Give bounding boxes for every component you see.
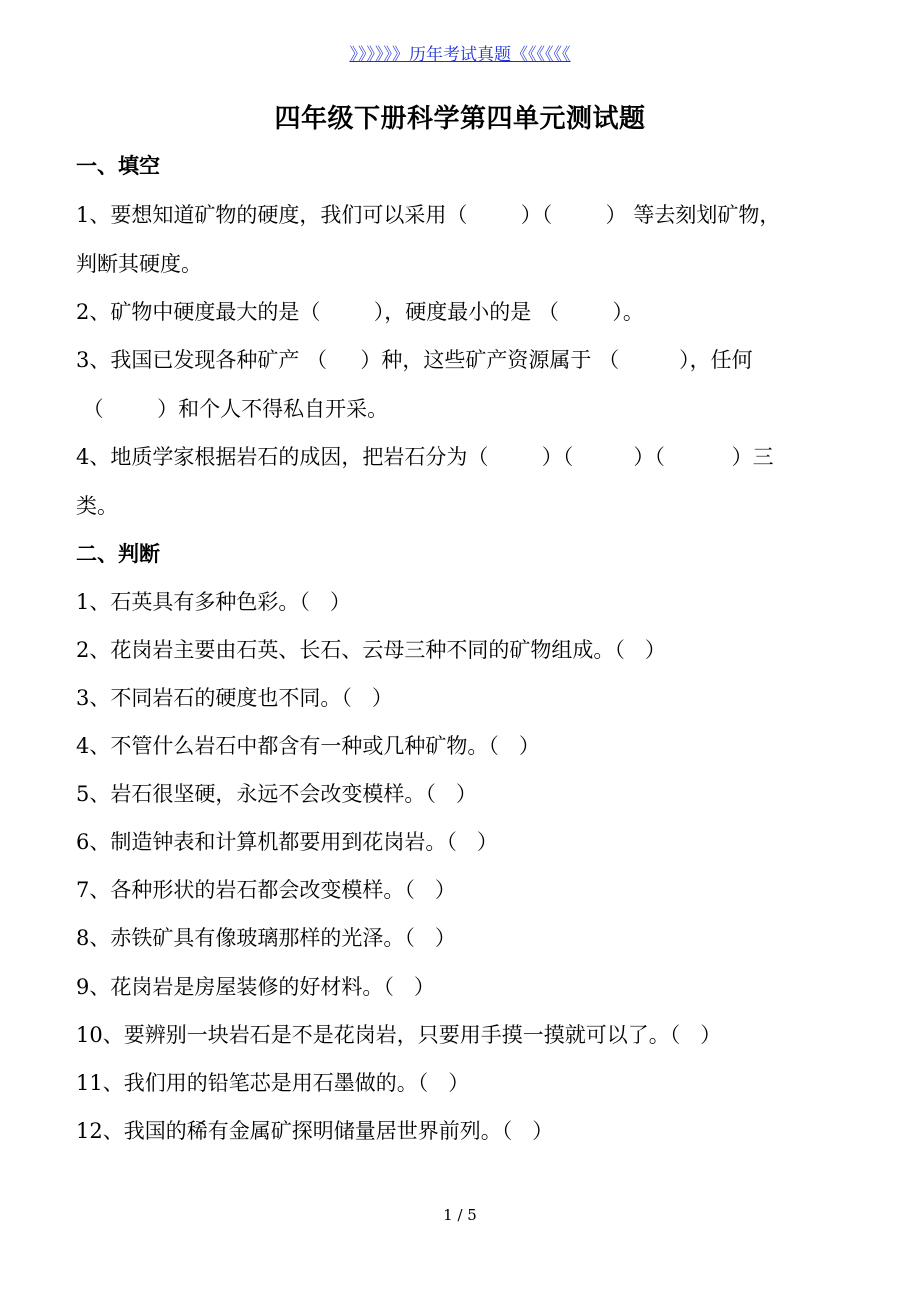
section-heading-fill-in: 一、填空 <box>76 153 160 178</box>
question-line: 6、制造钟表和计算机都要用到花岗岩。（ ） <box>76 830 498 854</box>
question-line: 11、我们用的铅笔芯是用石墨做的。（ ） <box>76 1071 470 1095</box>
question-line: （ ）和个人不得私自开采。 <box>76 397 389 421</box>
question-line: 类。 <box>76 494 118 518</box>
question-line: 7、各种形状的岩石都会改变模样。（ ） <box>76 878 456 902</box>
question-line: 3、我国已发现各种矿产 （ ）种，这些矿产资源属于 （ ），任何 <box>76 348 753 372</box>
question-line: 1、石英具有多种色彩。（ ） <box>76 590 351 614</box>
question-line: 判断其硬度。 <box>76 252 202 276</box>
header-exam-link[interactable] <box>0 40 920 65</box>
question-line: 2、花岗岩主要由石英、长石、云母三种不同的矿物组成。（ ） <box>76 638 666 662</box>
question-line: 5、岩石很坚硬，永远不会改变模样。（ ） <box>76 782 477 806</box>
page-indicator: 1 / 5 <box>443 1206 477 1224</box>
question-line: 10、要辨别一块岩石是不是花岗岩，只要用手摸一摸就可以了。（ ） <box>76 1023 722 1047</box>
question-line: 4、地质学家根据岩石的成因，把岩石分为（ ）（ ）（ ）三 <box>76 445 774 469</box>
question-line: 1、要想知道矿物的硬度，我们可以采用（ ）（ ） 等去刻划矿物， <box>76 203 781 227</box>
question-line: 12、我国的稀有金属矿探明储量居世界前列。（ ） <box>76 1119 554 1143</box>
question-line: 9、花岗岩是房屋装修的好材料。（ ） <box>76 975 435 999</box>
question-line: 4、不管什么岩石中都含有一种或几种矿物。（ ） <box>76 734 540 758</box>
question-line: 8、赤铁矿具有像玻璃那样的光泽。（ ） <box>76 926 456 950</box>
section-heading-true-false: 二、判断 <box>76 541 160 566</box>
question-line: 2、矿物中硬度最大的是（ ），硬度最小的是 （ ）。 <box>76 300 644 324</box>
page-title: 四年级下册科学第四单元测试题 <box>274 104 646 134</box>
question-line: 3、不同岩石的硬度也不同。（ ） <box>76 686 393 710</box>
header-link-text[interactable]: 》》》》》》历年考试真题《《《《《《 <box>349 45 571 65</box>
